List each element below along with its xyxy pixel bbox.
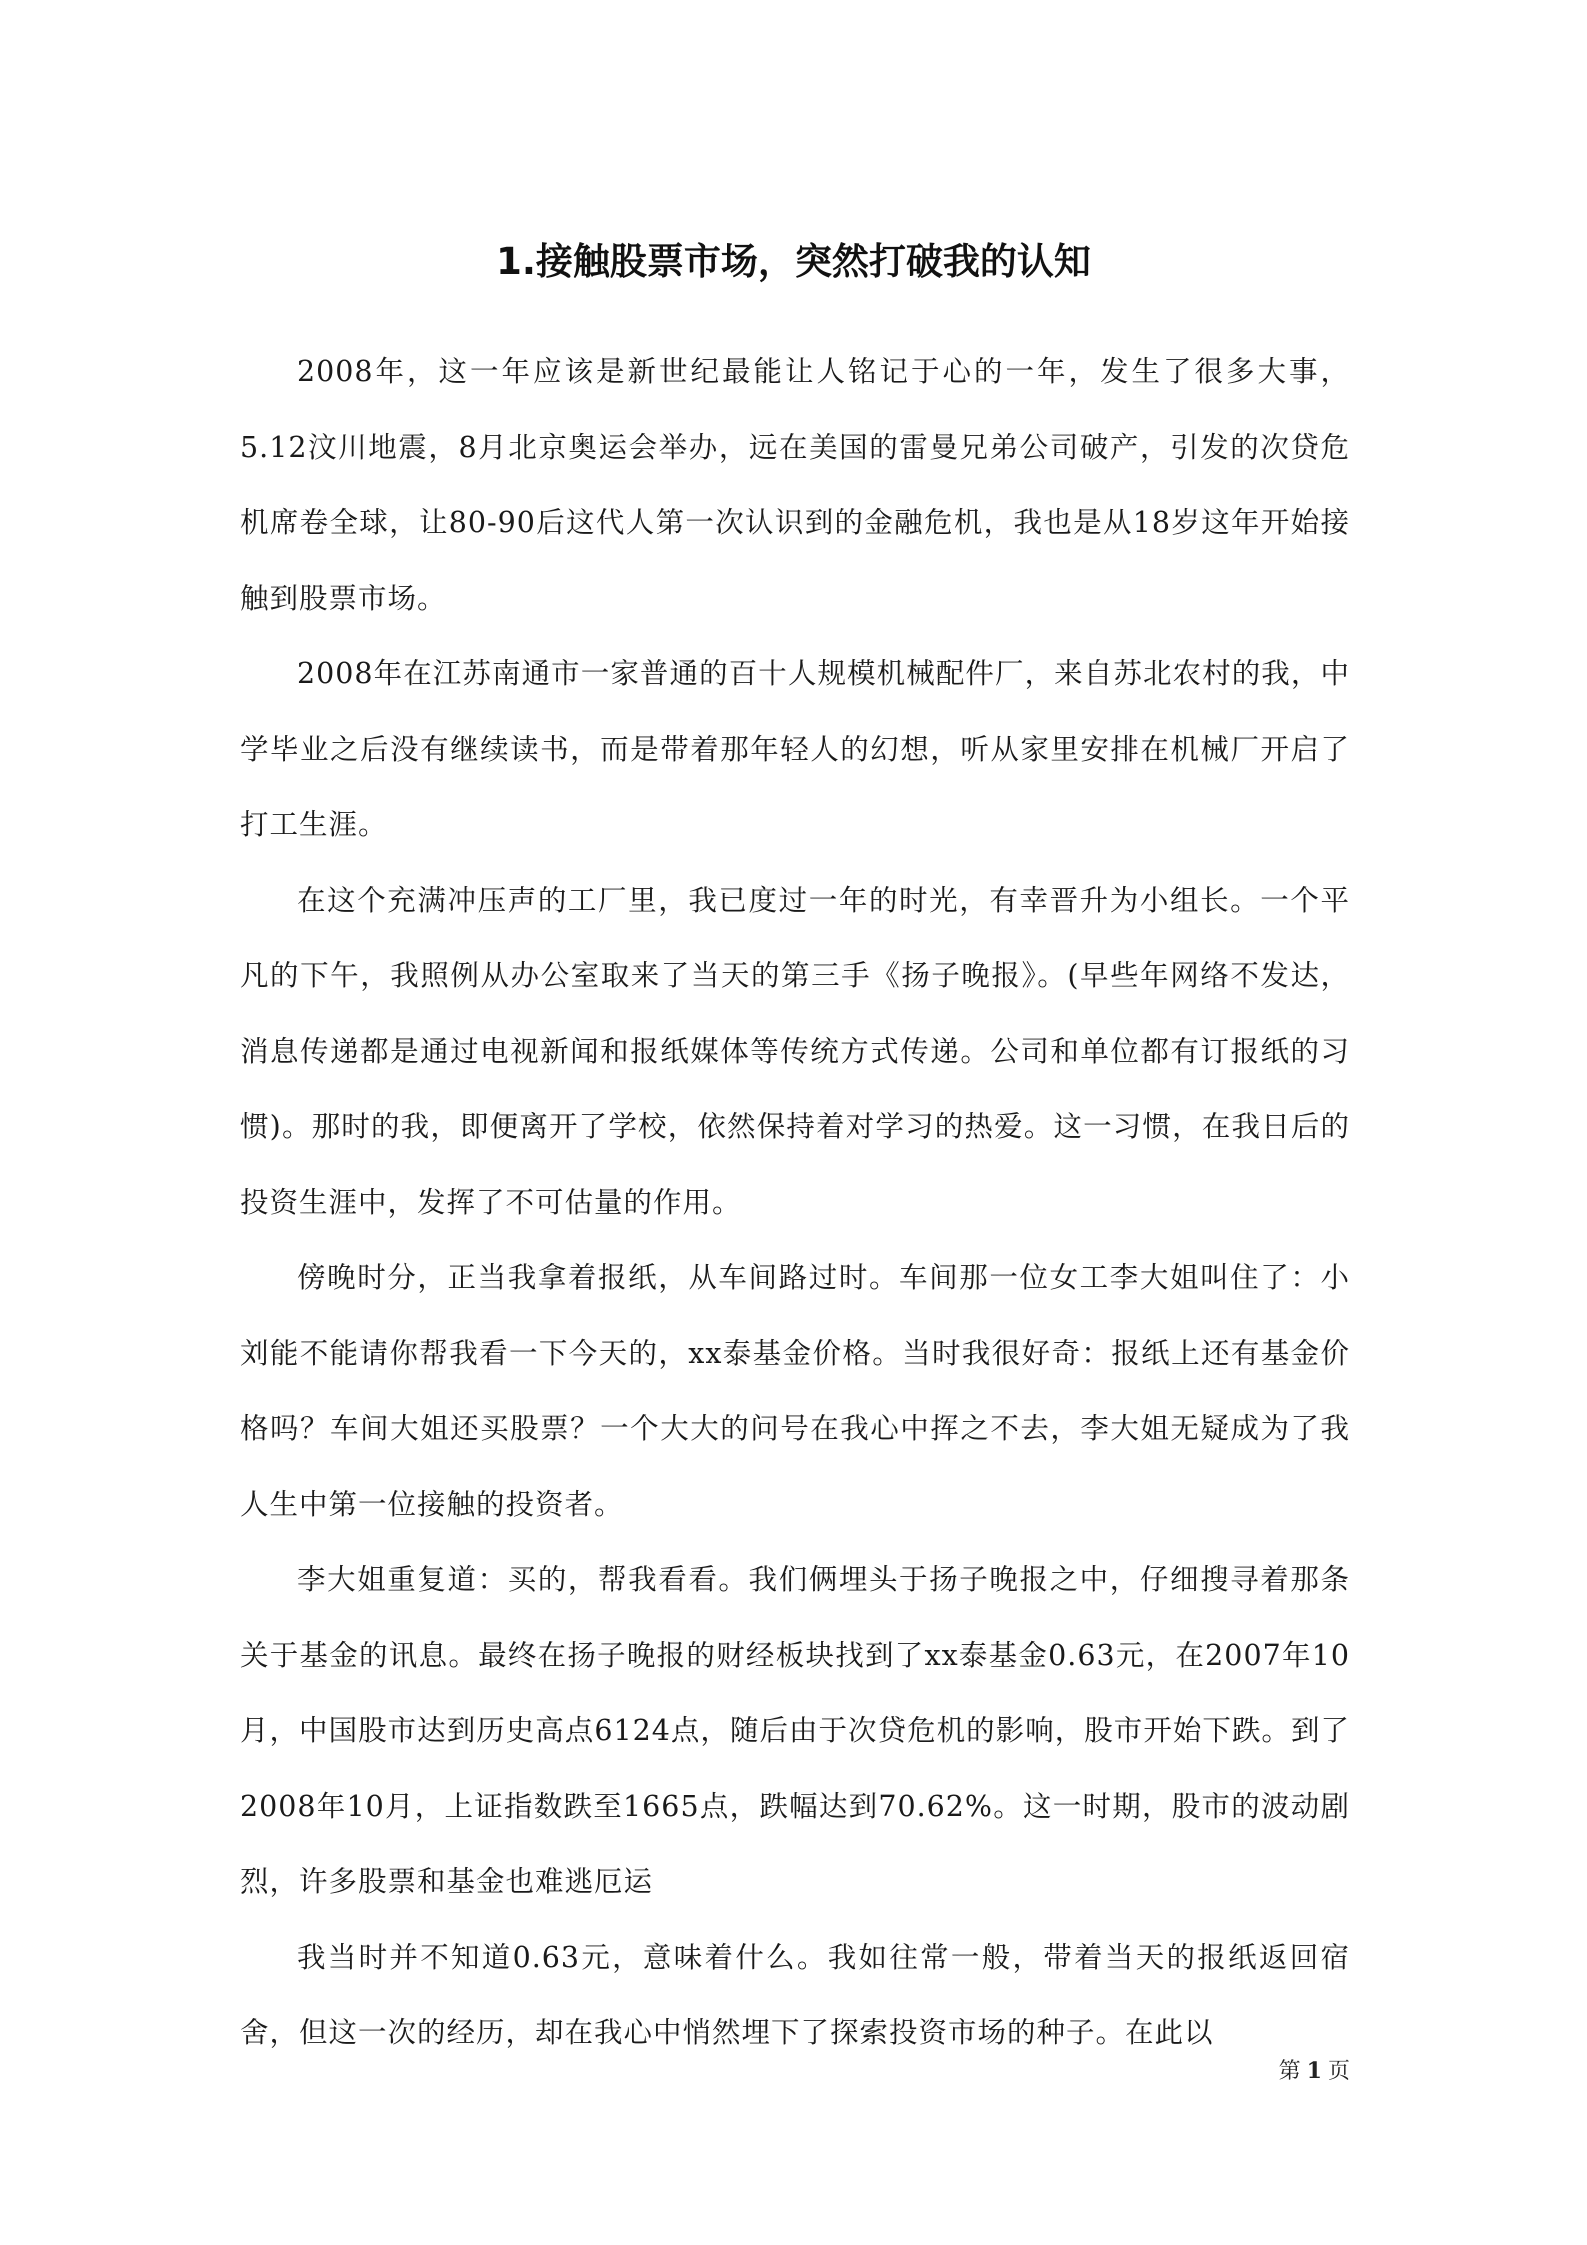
document-title: 1.接触股票市场，突然打破我的认知 (496, 240, 1091, 283)
paragraph: 2008年在江苏南通市一家普通的百十人规模机械配件厂，来自苏北农村的我，中学毕业之后没有继续读书，而是带着那年轻人的幻想，听从家里安排在机械厂开启了打工生涯。 (240, 657, 1350, 841)
paragraph: 傍晚时分，正当我拿着报纸，从车间路过时。车间那一位女工李大姐叫住了：小刘能不能请你帮我看一下今天的，xx泰基金价格。当时我很好奇：报纸上还有基金价格吗？车间大姐还买股票？一个大大的问号在我心中挥之不去，李大姐无疑成为了我人生中第一位接触的投资者。 (240, 1261, 1350, 1521)
paragraph: 在这个充满冲压声的工厂里，我已度过一年的时光，有幸晋升为小组长。一个平凡的下午，我照例从办公室取来了当天的第三手《扬子晚报》。(早些年网络不发达，消息传递都是通过电视新闻和报纸媒体等传统方式传递。公司和单位都有订报纸的习惯)。那时的我，即便离开了学校，依然保持着对学习的热爱。这一习惯，在我日后的投资生涯中，发挥了不可估量的作用。 (240, 883, 1350, 1219)
paragraph: 李大姐重复道：买的，帮我看看。我们俩埋头于扬子晚报之中，仔细搜寻着那条关于基金的讯息。最终在扬子晚报的财经板块找到了xx泰基金0.63元，在2007年10月，中国股市达到历史高点6124点，随后由于次贷危机的影响，股市开始下跌。到了2008年10月，上证指数跌至1665点，跌幅达到70.62%。这一时期，股市的波动剧烈，许多股票和基金也难逃厄运 (240, 1563, 1350, 1898)
page-footer (1190, 2055, 1350, 2088)
page-number: 1 (1306, 2058, 1322, 2084)
paragraph: 我当时并不知道0.63元，意味着什么。我如往常一般，带着当天的报纸返回宿舍，但这一次的经历，却在我心中悄然埋下了探索投资市场的种子。在此以 (240, 1940, 1350, 2049)
page-number-prefix: 第 (1278, 2059, 1301, 2084)
page-number-suffix: 页 (1327, 2059, 1350, 2084)
paragraph: 2008年，这一年应该是新世纪最能让人铭记于心的一年，发生了很多大事，5.12汶川地震，8月北京奥运会举办，远在美国的雷曼兄弟公司破产，引发的次贷危机席卷全球，让80-90后这代人第一次认识到的金融危机，我也是从18岁这年开始接触到股票市场。 (240, 355, 1350, 615)
body-text (240, 334, 1350, 2071)
